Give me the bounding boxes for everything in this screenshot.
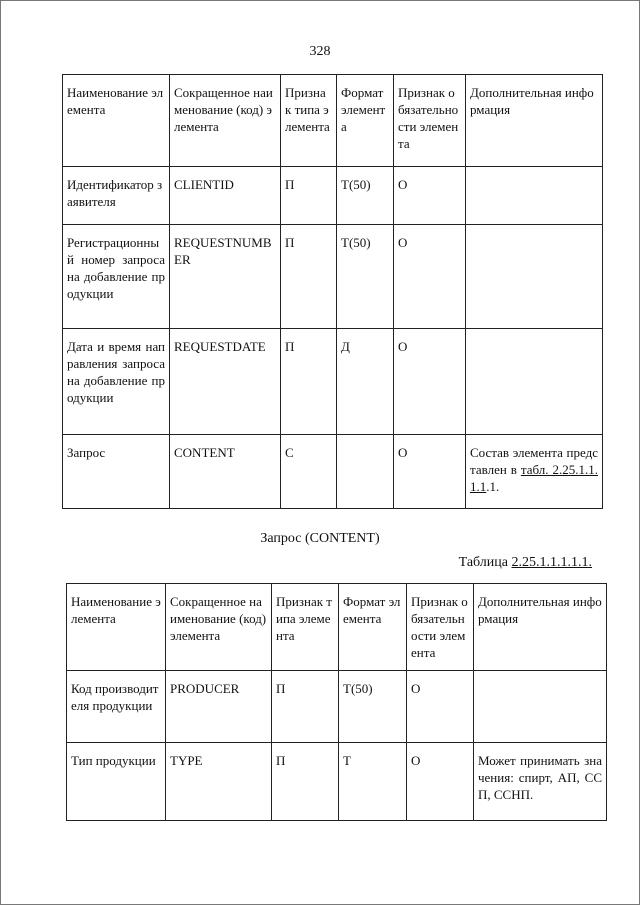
section-title: Запрос (CONTENT) [260, 531, 380, 546]
cell-type: П [281, 225, 337, 329]
cell-type: П [272, 671, 339, 743]
cell-name: Дата и время направления запроса на добавление продукции [63, 329, 170, 435]
table-caption-prefix: Таблица [458, 555, 512, 570]
table-header-row [63, 75, 603, 167]
cell-format: Д [337, 329, 394, 435]
cell-type: П [272, 743, 339, 821]
cell-format: Т(50) [339, 671, 407, 743]
cell-name: Регистрационный номер запроса на добавление продукции [63, 225, 170, 329]
table-header-row [67, 584, 607, 671]
header-cell: Наименование элемента [63, 75, 170, 167]
cell-name: Идентификатор заявителя [63, 167, 170, 225]
table-caption-number: 2.25.1.1.1.1.1. [511, 555, 592, 570]
cell-type: П [281, 329, 337, 435]
table-reference-link[interactable]: табл. 2.25.1.1.1.1 [470, 462, 599, 494]
header-cell: Признак обязательности элемента [407, 584, 474, 671]
table-row [63, 435, 603, 509]
cell-name: Тип продукции [67, 743, 166, 821]
cell-code: REQUESTNUMBER [170, 225, 281, 329]
cell-required: О [394, 225, 466, 329]
table-caption [459, 555, 592, 571]
header-cell: Признак обязательности элемента [394, 75, 466, 167]
header-cell: Формат элемента [339, 584, 407, 671]
header-cell: Сокращенное наименование (код) элемента [170, 75, 281, 167]
cell-info: Может принимать значения: спирт, АП, ССП, ССНП. [474, 743, 607, 821]
page-number: 328 [309, 44, 331, 59]
header-cell: Признак типа элемента [272, 584, 339, 671]
cell-info [474, 671, 607, 743]
header-cell: Наименование элемента [67, 584, 166, 671]
cell-required: О [407, 671, 474, 743]
cell-format: Т(50) [337, 225, 394, 329]
info-text: Состав элемента представлен в [470, 445, 598, 477]
elements-table-request [62, 74, 603, 509]
cell-required: О [394, 167, 466, 225]
cell-code: REQUESTDATE [170, 329, 281, 435]
cell-code: CLIENTID [170, 167, 281, 225]
cell-type: П [281, 167, 337, 225]
cell-format: Т(50) [337, 167, 394, 225]
table-row [67, 671, 607, 743]
header-cell: Формат элемента [337, 75, 394, 167]
cell-info [466, 329, 603, 435]
cell-code: TYPE [166, 743, 272, 821]
header-cell: Дополнительная информация [474, 584, 607, 671]
cell-name: Запрос [63, 435, 170, 509]
cell-type: С [281, 435, 337, 509]
table-row [63, 329, 603, 435]
table-row [63, 225, 603, 329]
cell-info [466, 225, 603, 329]
info-suffix: .1. [486, 479, 500, 494]
header-cell: Дополнительная информация [466, 75, 603, 167]
cell-info [466, 435, 603, 509]
cell-code: CONTENT [170, 435, 281, 509]
elements-table-content [66, 583, 607, 821]
cell-required: О [394, 329, 466, 435]
cell-format [337, 435, 394, 509]
header-cell: Сокращенное наименование (код) элемента [166, 584, 272, 671]
cell-code: PRODUCER [166, 671, 272, 743]
cell-name: Код производителя продукции [67, 671, 166, 743]
cell-info [466, 167, 603, 225]
cell-format: Т [339, 743, 407, 821]
cell-required: О [407, 743, 474, 821]
cell-required: О [394, 435, 466, 509]
header-cell: Признак типа элемента [281, 75, 337, 167]
table-row [63, 167, 603, 225]
table-row [67, 743, 607, 821]
